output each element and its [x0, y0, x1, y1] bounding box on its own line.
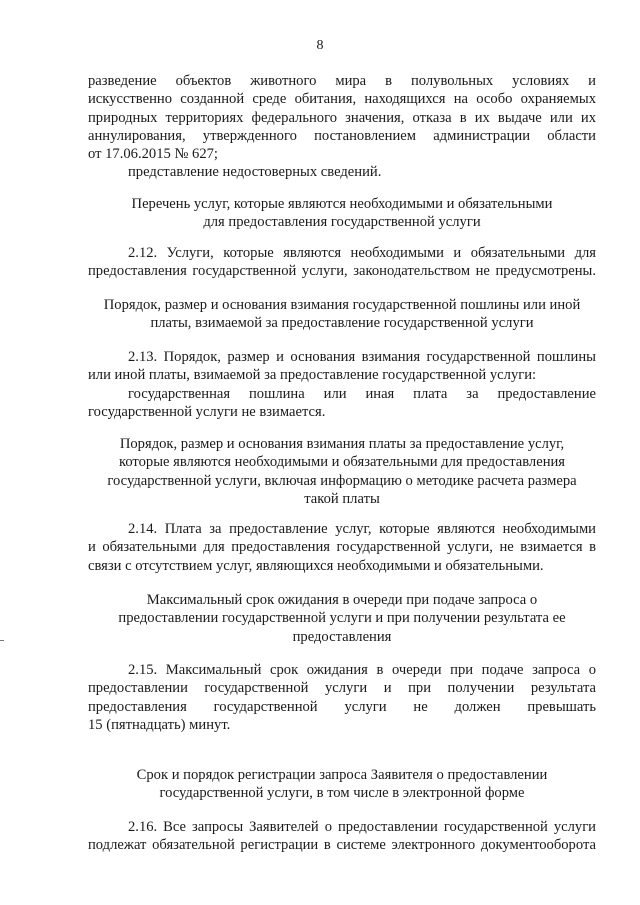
heading-line: государственной услуги, в том числе в электронной форме [159, 785, 525, 802]
text-line: связи с отсутствием услуг, являющихся необходимыми и обязательными. [88, 557, 544, 574]
text-line: 2.14. Плата за предоставление услуг, которые являются необходимыми [128, 521, 596, 537]
text-line: разведение объектов животного мира в полувольных условиях и [88, 73, 596, 89]
section-heading-registration [88, 766, 596, 803]
paragraph-2-15 [88, 661, 596, 734]
text-line: государственной услуги не взимается. [88, 403, 326, 420]
text-line: искусственно созданной среде обитания, находящихся на особо охраняемых [88, 91, 596, 108]
heading-line: предоставлении государственной услуги и при получении результата ее [118, 610, 566, 627]
paragraph-2-14 [88, 520, 596, 575]
heading-line: Максимальный срок ожидания в очереди при подаче запроса о [146, 592, 538, 608]
text-line: представление недостоверных сведений. [128, 164, 382, 180]
text-line: от 17.06.2015 № 627; [88, 146, 218, 163]
paragraph-continuation [88, 72, 596, 163]
heading-line: государственной услуги, включая информацию о методике расчета размера [107, 472, 577, 489]
text-line: подлежат обязательной регистрации в системе электронного документооборота [88, 837, 596, 854]
text-line: предоставлении государственной услуги и при получении результата [88, 680, 596, 697]
text-line: предоставления государственной услуги не должен превышать [88, 698, 596, 715]
text-line: предоставления государственной услуги, законодательством не предусмотрены. [88, 263, 596, 280]
text-line: 2.15. Максимальный срок ожидания в очереди при подаче запроса о [128, 662, 596, 678]
text-line: государственная пошлина или иная плата за предоставление [128, 385, 596, 402]
text-line: 2.12. Услуги, которые являются необходимыми и обязательными для [128, 245, 596, 261]
section-heading-waiting-time [88, 591, 596, 646]
paragraph-false-info [88, 163, 596, 181]
heading-line: Порядок, размер и основания взимания платы за предоставление услуг, [119, 436, 565, 452]
section-heading-fee-for-services [88, 435, 596, 508]
text-line: и обязательными для предоставления государственной услуги, не взимается в [88, 539, 596, 556]
heading-line: предоставления [292, 628, 392, 645]
text-line: аннулирования, утвержденного постановлением администрации области [88, 127, 596, 144]
heading-line: платы, взимаемой за предоставление государственной услуги [150, 315, 534, 332]
section-heading-services-list [88, 195, 596, 232]
heading-line: для предоставления государственной услуги [203, 214, 481, 231]
text-line: природных территориях федерального значения, отказа в их выдаче или их [88, 109, 596, 126]
paragraph-2-13 [88, 348, 596, 421]
heading-line: Порядок, размер и основания взимания государственной пошлины или иной [103, 297, 581, 313]
text-line: или иной платы, взимаемой за предоставление государственной услуги: [88, 367, 537, 384]
paragraph-2-12 [88, 244, 596, 281]
text-line: 15 (пятнадцать) минут. [88, 716, 231, 733]
section-heading-state-fee [88, 296, 596, 333]
text-line: 2.16. Все запросы Заявителей о предоставлении государственной услуги [128, 819, 596, 835]
heading-line: которые являются необходимыми и обязательными для предоставления [118, 454, 566, 471]
heading-line: такой платы [304, 490, 380, 507]
page-number: 8 [316, 38, 324, 53]
paragraph-2-16 [88, 818, 596, 855]
heading-line: Перечень услуг, которые являются необходимыми и обязательными [131, 196, 553, 212]
text-line: 2.13. Порядок, размер и основания взимания государственной пошлины [128, 349, 596, 365]
heading-line: Срок и порядок регистрации запроса Заявителя о предоставлении [136, 767, 548, 783]
scan-margin-mark [0, 640, 4, 641]
